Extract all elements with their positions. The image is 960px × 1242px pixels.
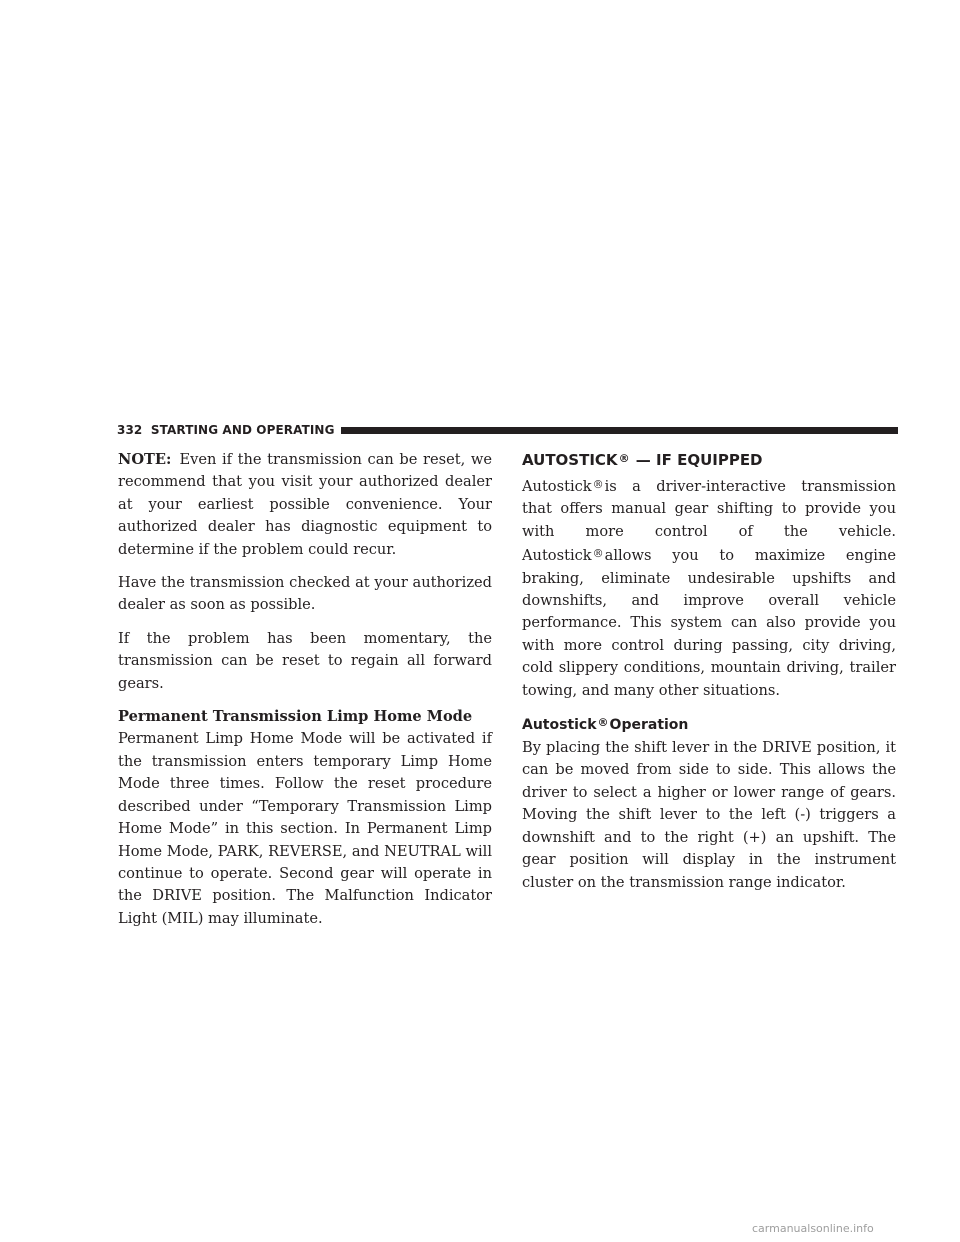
paragraph-checked: Have the transmission checked at your authorized dealer as soon as possible. <box>118 574 492 614</box>
header-label <box>117 423 335 437</box>
autostick-intro-part1: is a driver-interactive transmission that offers manual gear shifting to provide you with more control of the vehicle. Autostick <box>522 478 896 565</box>
note-text: Even if the transmission can be reset, we recommend that you visit your authorized dealer at your earliest possible convenience. Your authorized dealer has diagnostic equipment to determine if the problem could recur. <box>118 451 492 558</box>
watermark: carmanualsonline.info <box>752 1222 874 1235</box>
right-column <box>522 449 896 905</box>
page-header <box>117 422 898 438</box>
heading-operation-rest: Operation <box>609 717 689 734</box>
heading-autostick-operation <box>522 713 896 735</box>
note-label: NOTE: <box>118 451 172 468</box>
paragraph-momentary: If the problem has been momentary, the transmission can be reset to regain all forward gears. <box>118 629 492 692</box>
registered-mark: ® <box>618 452 630 465</box>
heading-autostick-rest: — IF EQUIPPED <box>635 451 763 469</box>
heading-autostick <box>522 449 896 470</box>
page-number: 332 <box>117 423 143 437</box>
registered-mark: ® <box>592 478 604 491</box>
note-paragraph <box>118 449 492 561</box>
autostick-word: Autostick <box>522 478 592 495</box>
section-title: STARTING AND OPERATING <box>150 423 335 437</box>
left-column <box>118 449 492 941</box>
autostick-intro-part2: allows you to maximize engine braking, eliminate undesirable upshifts and downshifts, and improve overall vehicle performance. This system can also provide you with more control during passing, city driving, cold slippery conditions, mountain driving, trailer towing, and many other situations. <box>522 547 896 699</box>
header-rule <box>341 427 898 434</box>
subheading-permanent-limp-home: Permanent Transmission Limp Home Mode <box>118 708 473 726</box>
paragraph-autostick-intro <box>522 474 896 702</box>
registered-mark: ® <box>597 716 609 730</box>
heading-autostick-word: AUTOSTICK <box>522 451 618 469</box>
heading-operation-word: Autostick <box>522 717 597 734</box>
registered-mark: ® <box>592 547 604 561</box>
paragraph-autostick-operation: By placing the shift lever in the DRIVE position, it can be moved from side to side. This allows the driver to select a higher or lower range of gears. Moving the shift lever to the left (-) triggers a downshift and to the right (+) an upshift. The gear position will display in the instrument cluster on the transmission range indicator. <box>522 739 896 891</box>
paragraph-permanent-limp-home: Permanent Limp Home Mode will be activated if the transmission enters temporary Limp Home Mode three times. Follow the reset procedure described under “Temporary Transmission Limp Home Mode” in this section. In Permanent Limp Home Mode, PARK, REVERSE, and NEUTRAL will continue to operate. Second gear will operate in the DRIVE position. The Malfunction Indicator Light (MIL) may illuminate. <box>118 730 492 927</box>
